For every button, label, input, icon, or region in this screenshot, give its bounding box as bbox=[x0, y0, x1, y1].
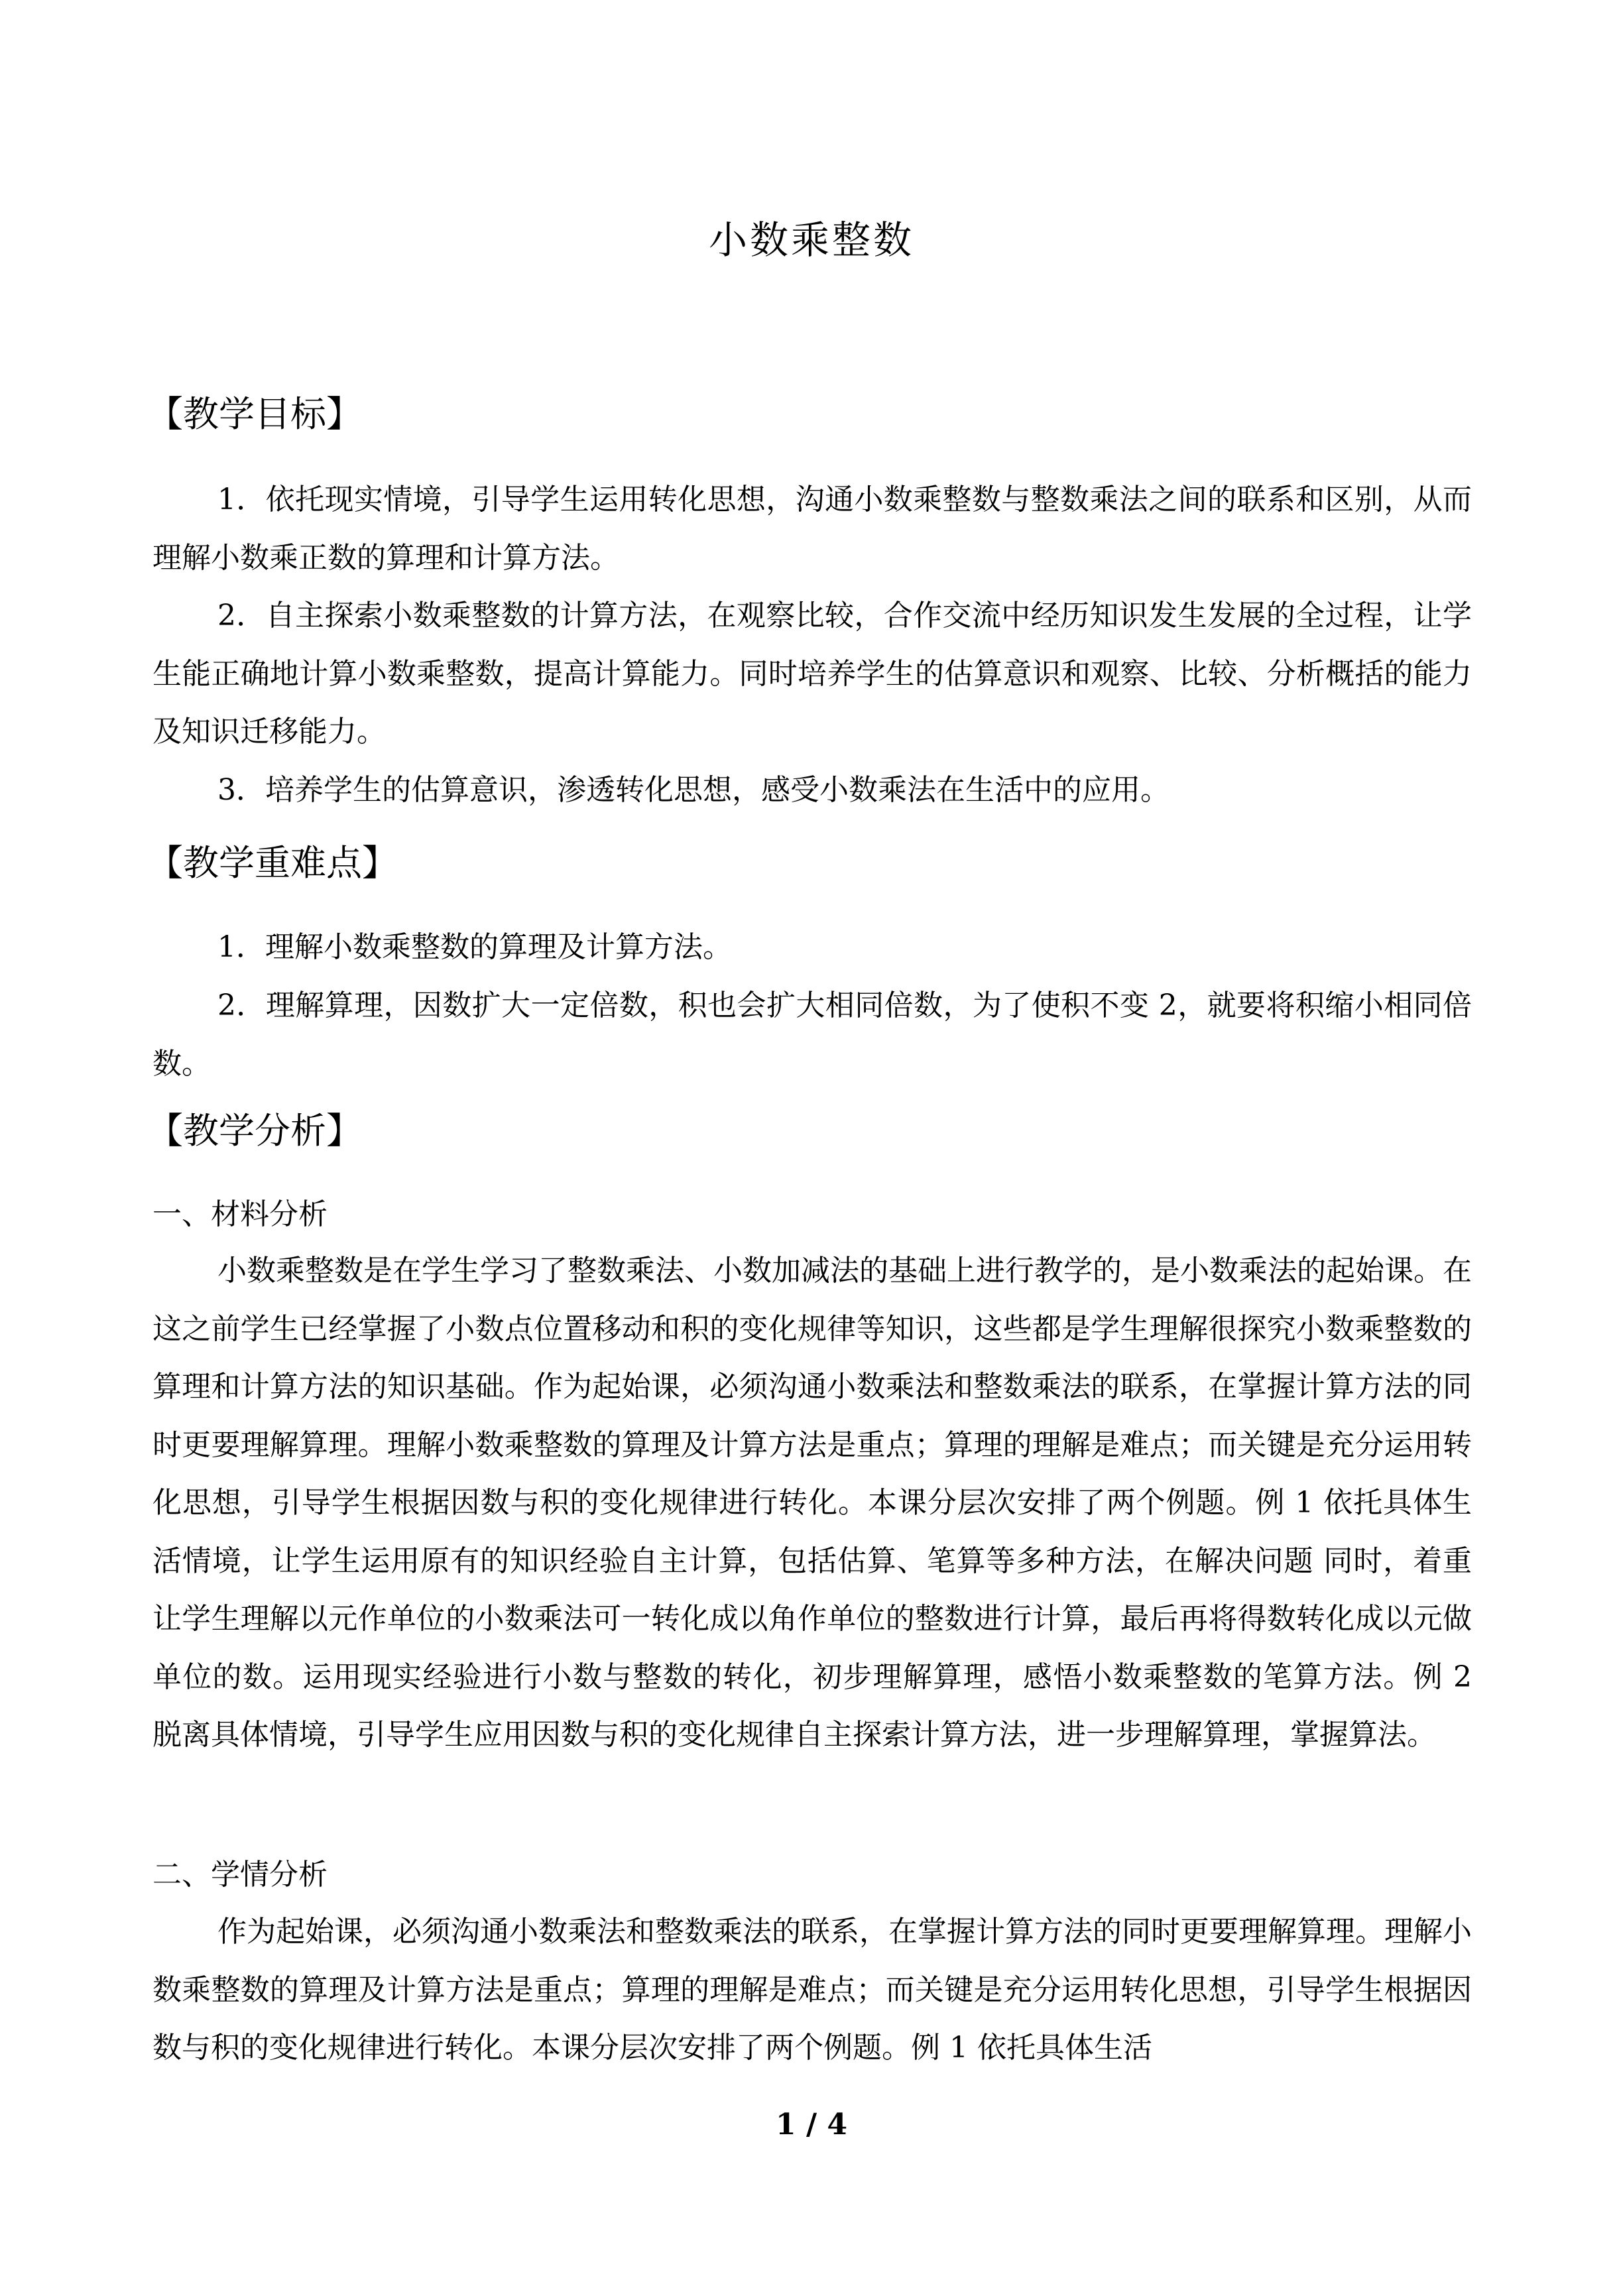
analysis-heading: 【教学分析】 bbox=[147, 1110, 362, 1152]
material-analysis-text: 小数乘整数是在学生学习了整数乘法、小数加减法的基础上进行教学的，是小数乘法的起始课。在这之前学生已经掌握了小数点位置移动和积的变化规律等知识，这些都是学生理解很探究小数乘整数的算理和计算方法的知识基础。作为起始课，必须沟通小数乘法和整数乘法的联系，在掌握计算方法的同时更要理解算理。理解小数乘整数的算理及计算方法是重点；算理的理解是难点；而关键是充分运用转化思想，引导学生根据因数与积的变化规律进行转化。本课分层次安排了两个例题。例 1 依托具体生活情境，让学生运用原有的知识经验自主计算，包括估算、笔算等多种方法，在解决问题 同时，着重让学生理解以元作单位的小数乘法可一转化成以角作单位的整数进行计算，最后再将得数转化成以元做单位的数。运用现实经验进行小数与整数的转化，初步理解算理，感悟小数乘整数的笔算方法。例 2 脱离具体情境，引导学生应用因数与积的变化规律自主探索计算方法，进一步理解算理，掌握算法。 bbox=[152, 1254, 1472, 1752]
material-analysis-heading: 一、材料分析 bbox=[152, 1197, 328, 1231]
student-analysis-heading: 二、学情分析 bbox=[152, 1858, 328, 1892]
key-point-item-1: 1．理解小数乘整数的算理及计算方法。 bbox=[217, 930, 732, 964]
key-points-heading: 【教学重难点】 bbox=[147, 842, 398, 884]
student-analysis-text: 作为起始课，必须沟通小数乘法和整数乘法的联系，在掌握计算方法的同时更要理解算理。理解小数乘整数的算理及计算方法是重点；算理的理解是难点；而关键是充分运用转化思想，引导学生根据因数与积的变化规律进行转化。本课分层次安排了两个例题。例 1 依托具体生活 bbox=[152, 1915, 1472, 2065]
objective-item-1: 1．依托现实情境，引导学生运用转化思想，沟通小数乘整数与整数乘法之间的联系和区别，从而理解小数乘正数的算理和计算方法。 bbox=[152, 483, 1472, 575]
objectives-heading: 【教学目标】 bbox=[147, 393, 362, 435]
page-number: 1 / 4 bbox=[776, 2108, 847, 2142]
key-point-item-2: 2．理解算理，因数扩大一定倍数，积也会扩大相同倍数，为了使积不变 2，就要将积缩小相同倍数。 bbox=[152, 989, 1472, 1081]
objective-item-2: 2．自主探索小数乘整数的计算方法，在观察比较，合作交流中经历知识发生发展的全过程，让学生能正确地计算小数乘整数，提高计算能力。同时培养学生的估算意识和观察、比较、分析概括的能力及知识迁移能力。 bbox=[152, 599, 1472, 749]
page-title: 小数乘整数 bbox=[708, 217, 914, 263]
objective-item-3: 3．培养学生的估算意识，渗透转化思想，感受小数乘法在生活中的应用。 bbox=[217, 773, 1170, 807]
